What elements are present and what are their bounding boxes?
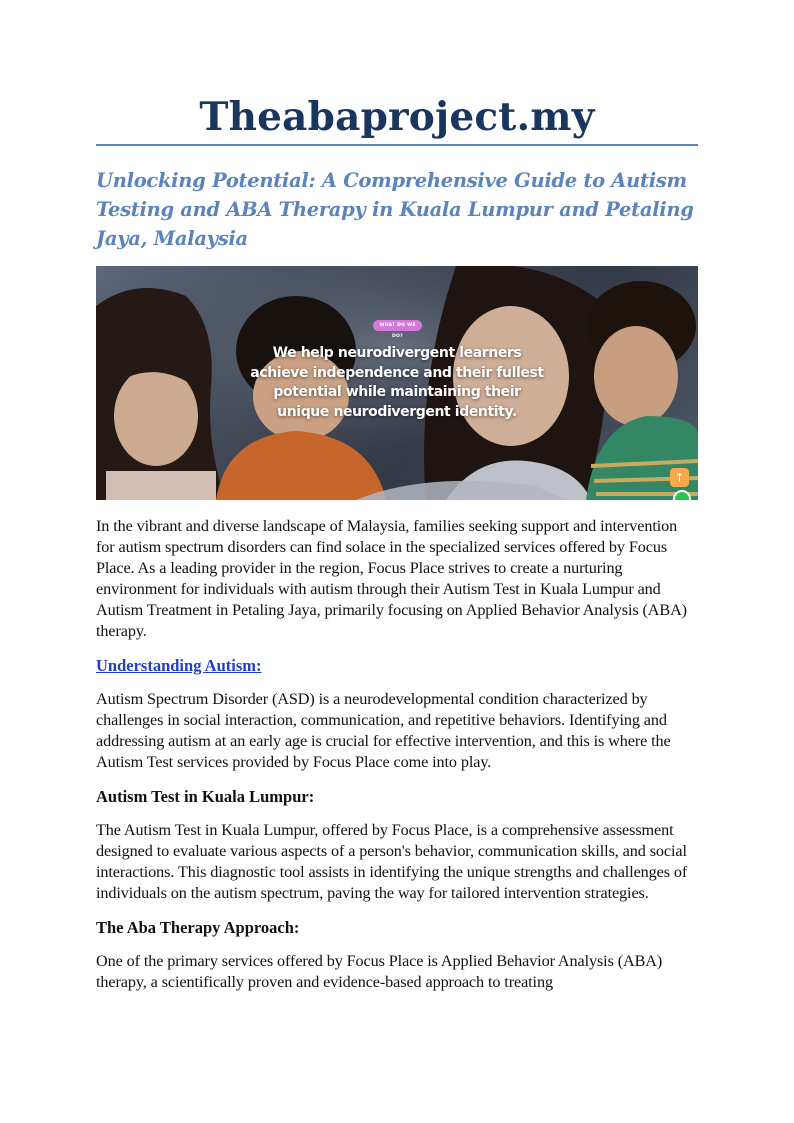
aba-therapy-heading: The Aba Therapy Approach: <box>96 918 300 937</box>
site-title: Theabaproject.my <box>199 94 595 140</box>
autism-test-heading: Autism Test in Kuala Lumpur: <box>96 787 315 806</box>
article-title: Unlocking Potential: A Comprehensive Guide to Autism Testing and ABA Therapy in Kuala Lumpur and Petaling Jaya, Malaysia <box>96 169 694 250</box>
hero-line: We help neurodivergent learners <box>272 345 522 361</box>
autism-test-paragraph: The Autism Test in Kuala Lumpur, offered by Focus Place, is a comprehensive assessment designed to evaluate various aspects of a person's behavior, communication skills, and social interactions. This diagnostic tool assists in identifying the unique strengths and challenges of individuals on the autism spectrum, paving the way for tailored intervention strategies. <box>96 821 688 902</box>
understanding-autism-link[interactable]: Understanding Autism: <box>96 656 262 675</box>
hero-tag: WHAT DO WE DO? <box>373 320 422 331</box>
title-divider <box>96 144 698 146</box>
understanding-paragraph: Autism Spectrum Disorder (ASD) is a neurodevelopmental condition characterized by challenges in social interaction, communication, and repetitive behaviors. Identifying and addressing autism at an early age is crucial for effective intervention, and this is where the Autism Test services provided by Focus Place come into play. <box>96 690 671 771</box>
intro-paragraph: In the vibrant and diverse landscape of Malaysia, families seeking support and intervention for autism spectrum disorders can find solace in the specialized services offered by Focus Place. As a leading provider in the region, Focus Place strives to create a nurturing environment for individuals with autism through their Autism Test in Kuala Lumpur and Autism Treatment in Petaling Jaya, primarily focusing on Applied Behavior Analysis (ABA) therapy. <box>96 517 687 640</box>
hero-line: potential while maintaining their <box>273 384 521 400</box>
hero-line: achieve independence and their fullest <box>250 364 544 381</box>
hero-image <box>96 266 698 500</box>
document-page <box>96 0 698 993</box>
scroll-to-top-icon: ↑ <box>670 468 689 487</box>
aba-therapy-paragraph: One of the primary services offered by Focus Place is Applied Behavior Analysis (ABA) therapy, a scientifically proven and evidence-based approach to treating <box>96 952 663 991</box>
hero-tagline <box>246 344 548 422</box>
hero-line: unique neurodivergent identity. <box>277 403 517 420</box>
